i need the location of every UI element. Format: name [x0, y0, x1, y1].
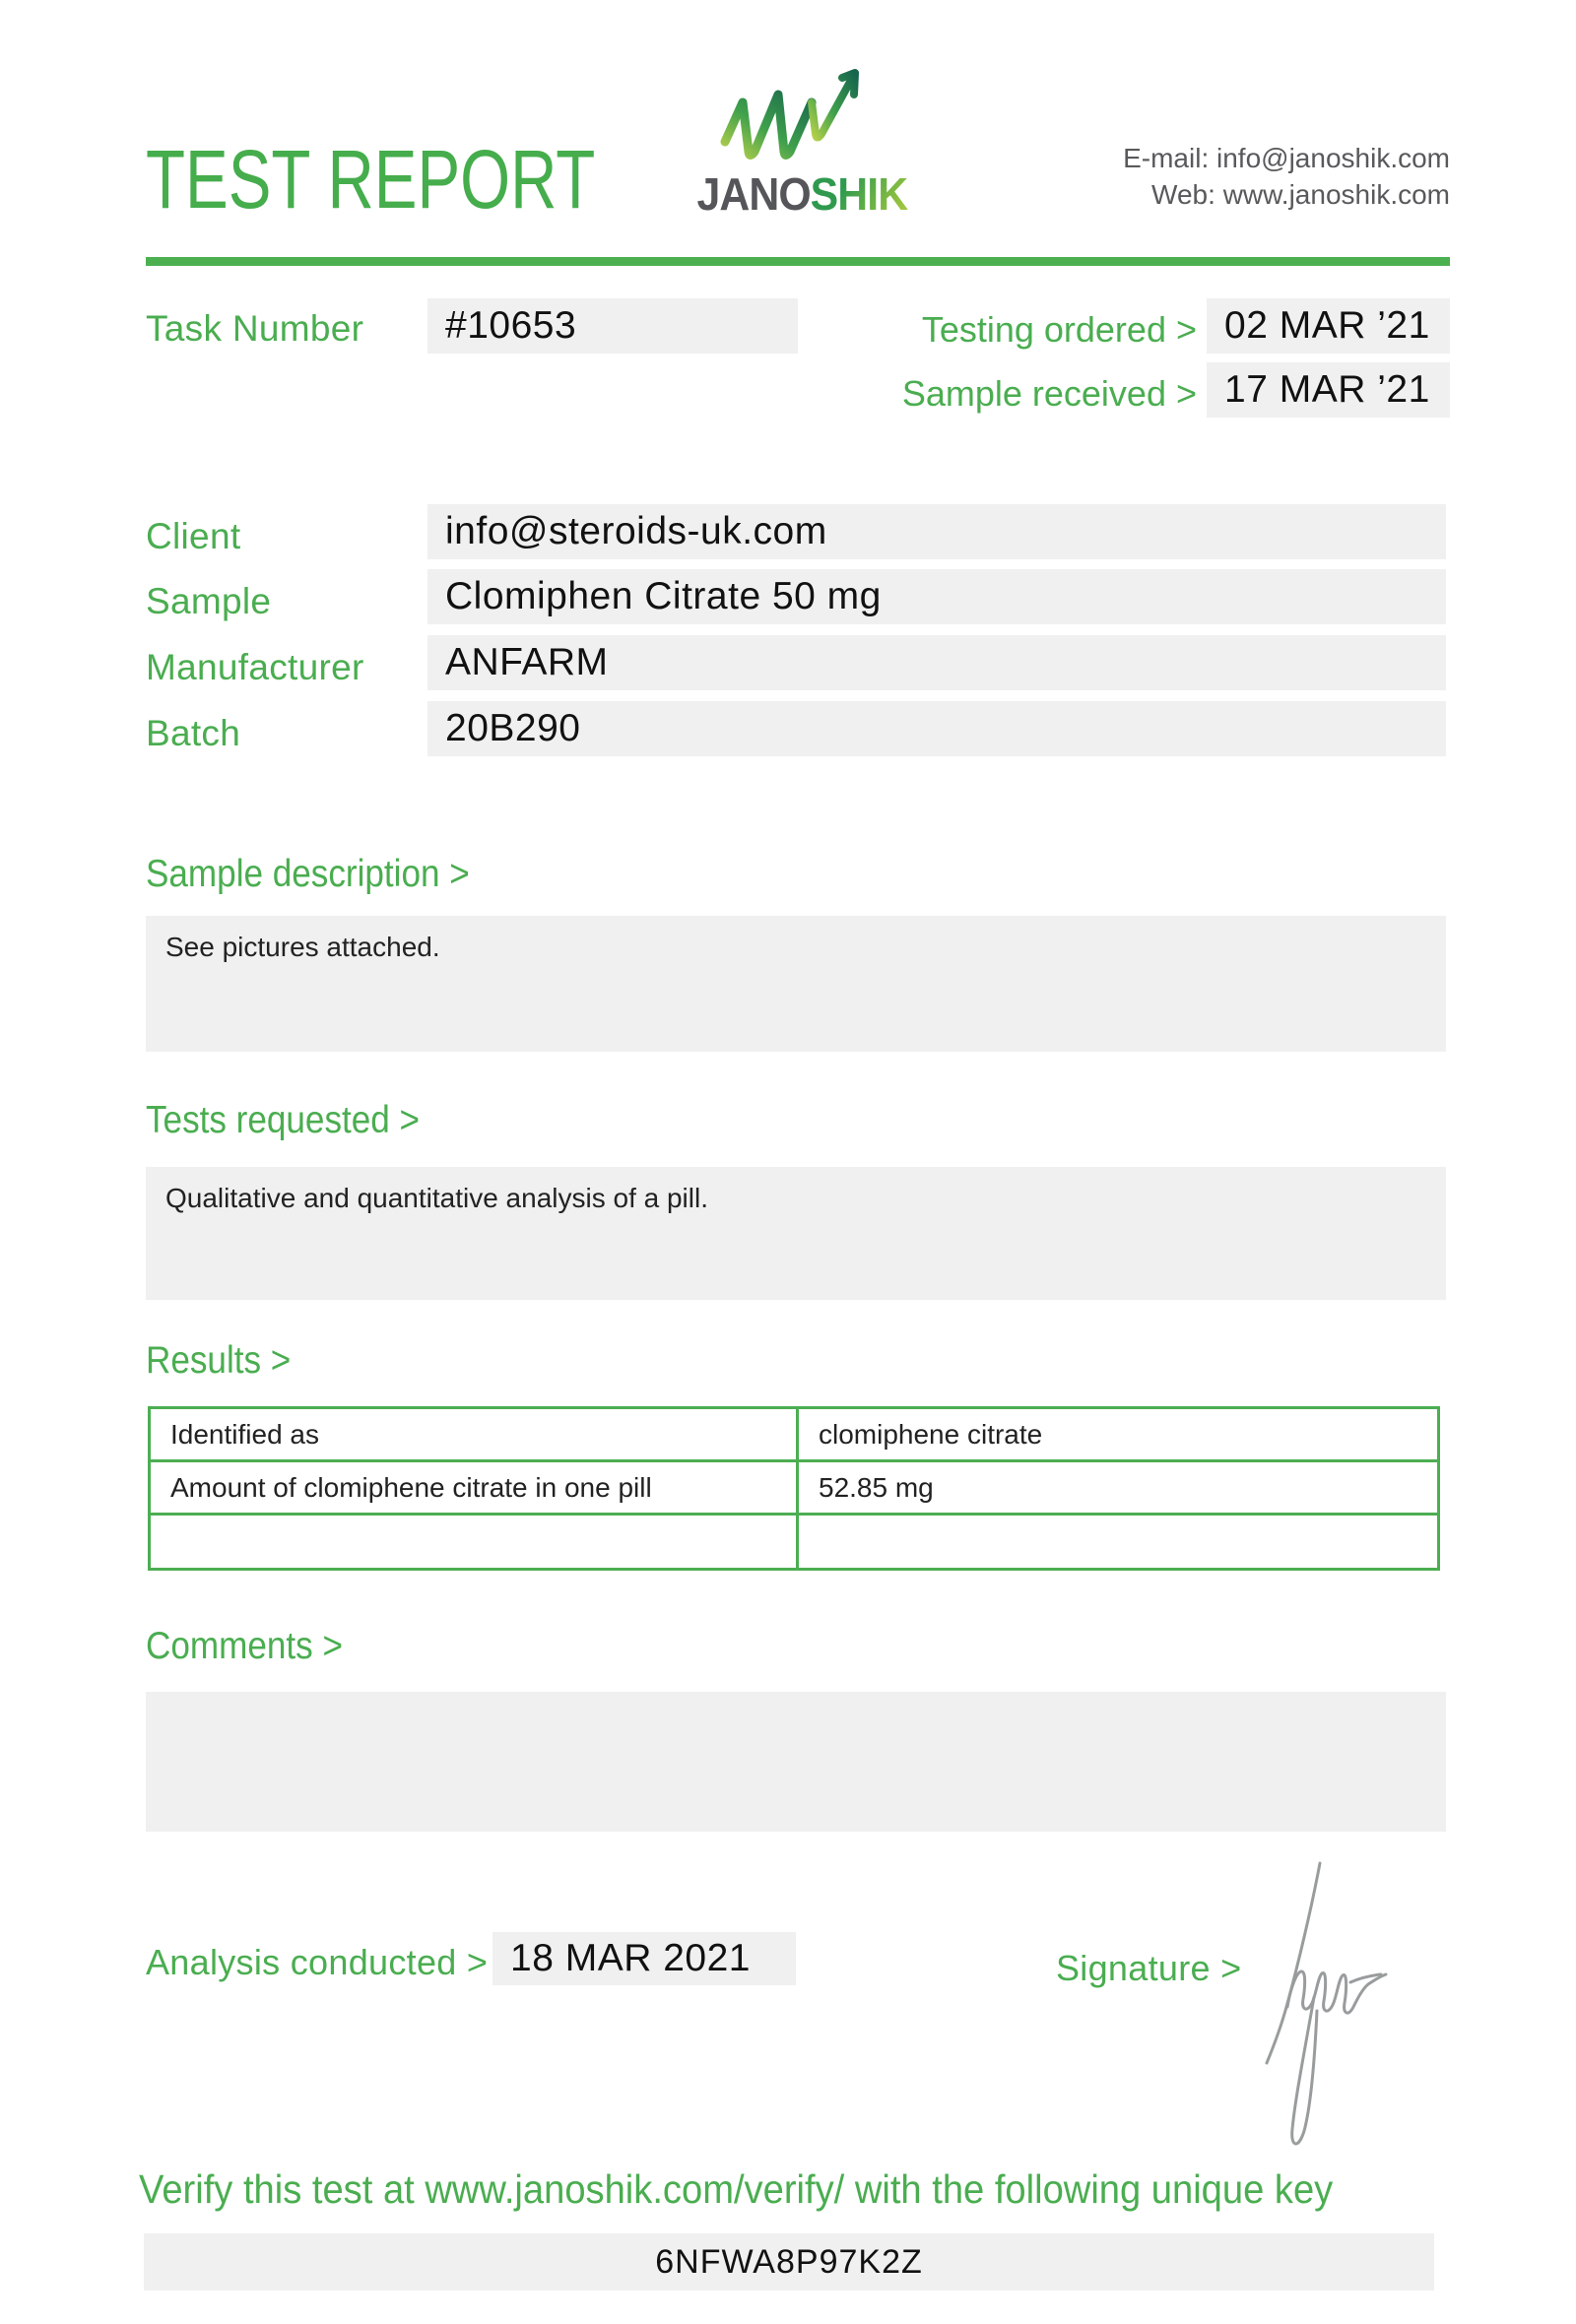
- task-number-value: #10653: [427, 298, 798, 354]
- results-heading: Results >: [146, 1339, 292, 1382]
- testing-ordered-label: Testing ordered >: [921, 309, 1197, 350]
- table-row: [150, 1461, 1439, 1515]
- client-label: Client: [146, 516, 241, 556]
- analysis-conducted-value: 18 MAR 2021: [492, 1932, 796, 1985]
- brand-wordmark: [696, 167, 908, 221]
- header-divider: [146, 257, 1450, 266]
- result-identified-value: clomiphene citrate: [798, 1408, 1439, 1461]
- result-amount-value: 52.85 mg: [798, 1461, 1439, 1515]
- web-label: Web:: [1151, 179, 1215, 210]
- tests-requested-heading: Tests requested >: [146, 1099, 421, 1141]
- brand-jano: JANO: [696, 168, 811, 220]
- sample-description-heading: Sample description >: [146, 853, 470, 895]
- sample-value: Clomiphen Citrate 50 mg: [427, 569, 1446, 624]
- sample-label: Sample: [146, 581, 272, 621]
- tests-requested-box: Qualitative and quantitative analysis of a pill.: [146, 1167, 1446, 1300]
- table-row: [150, 1408, 1439, 1461]
- contact-email-line: [1123, 140, 1450, 176]
- comments-box: [146, 1692, 1446, 1832]
- web-value: www.janoshik.com: [1222, 179, 1450, 210]
- result-empty-value: [798, 1515, 1439, 1570]
- client-value: info@steroids-uk.com: [427, 504, 1446, 559]
- signature-label: Signature >: [1056, 1948, 1242, 1988]
- task-number-label: Task Number: [146, 308, 364, 349]
- email-value: info@janoshik.com: [1216, 143, 1450, 173]
- analysis-conducted-label: Analysis conducted >: [146, 1942, 489, 1982]
- testing-ordered-value: 02 MAR ’21: [1207, 298, 1450, 354]
- janoshik-logo: [690, 65, 908, 221]
- result-identified-label: Identified as: [150, 1408, 798, 1461]
- result-empty-label: [150, 1515, 798, 1570]
- manufacturer-label: Manufacturer: [146, 647, 364, 687]
- result-amount-label: Amount of clomiphene citrate in one pill: [150, 1461, 798, 1515]
- results-table: [148, 1406, 1440, 1571]
- sample-received-value: 17 MAR ’21: [1207, 362, 1450, 418]
- brand-shik: SHIK: [810, 168, 908, 220]
- comments-heading: Comments >: [146, 1625, 343, 1667]
- contact-block: [1123, 140, 1450, 213]
- table-row: [150, 1515, 1439, 1570]
- email-label: E-mail:: [1123, 143, 1210, 173]
- batch-value: 20B290: [427, 701, 1446, 756]
- verify-instruction: Verify this test at www.janoshik.com/verify/ with the following unique key: [139, 2166, 1334, 2212]
- chart-arrow-icon: [717, 65, 875, 171]
- page-title: TEST REPORT: [146, 133, 596, 226]
- verify-key: 6NFWA8P97K2Z: [144, 2233, 1434, 2291]
- batch-label: Batch: [146, 713, 241, 753]
- manufacturer-value: ANFARM: [427, 635, 1446, 690]
- sample-description-box: See pictures attached.: [146, 916, 1446, 1052]
- signature-image: [1212, 1832, 1448, 2157]
- sample-received-label: Sample received >: [901, 373, 1197, 414]
- contact-web-line: [1123, 176, 1450, 213]
